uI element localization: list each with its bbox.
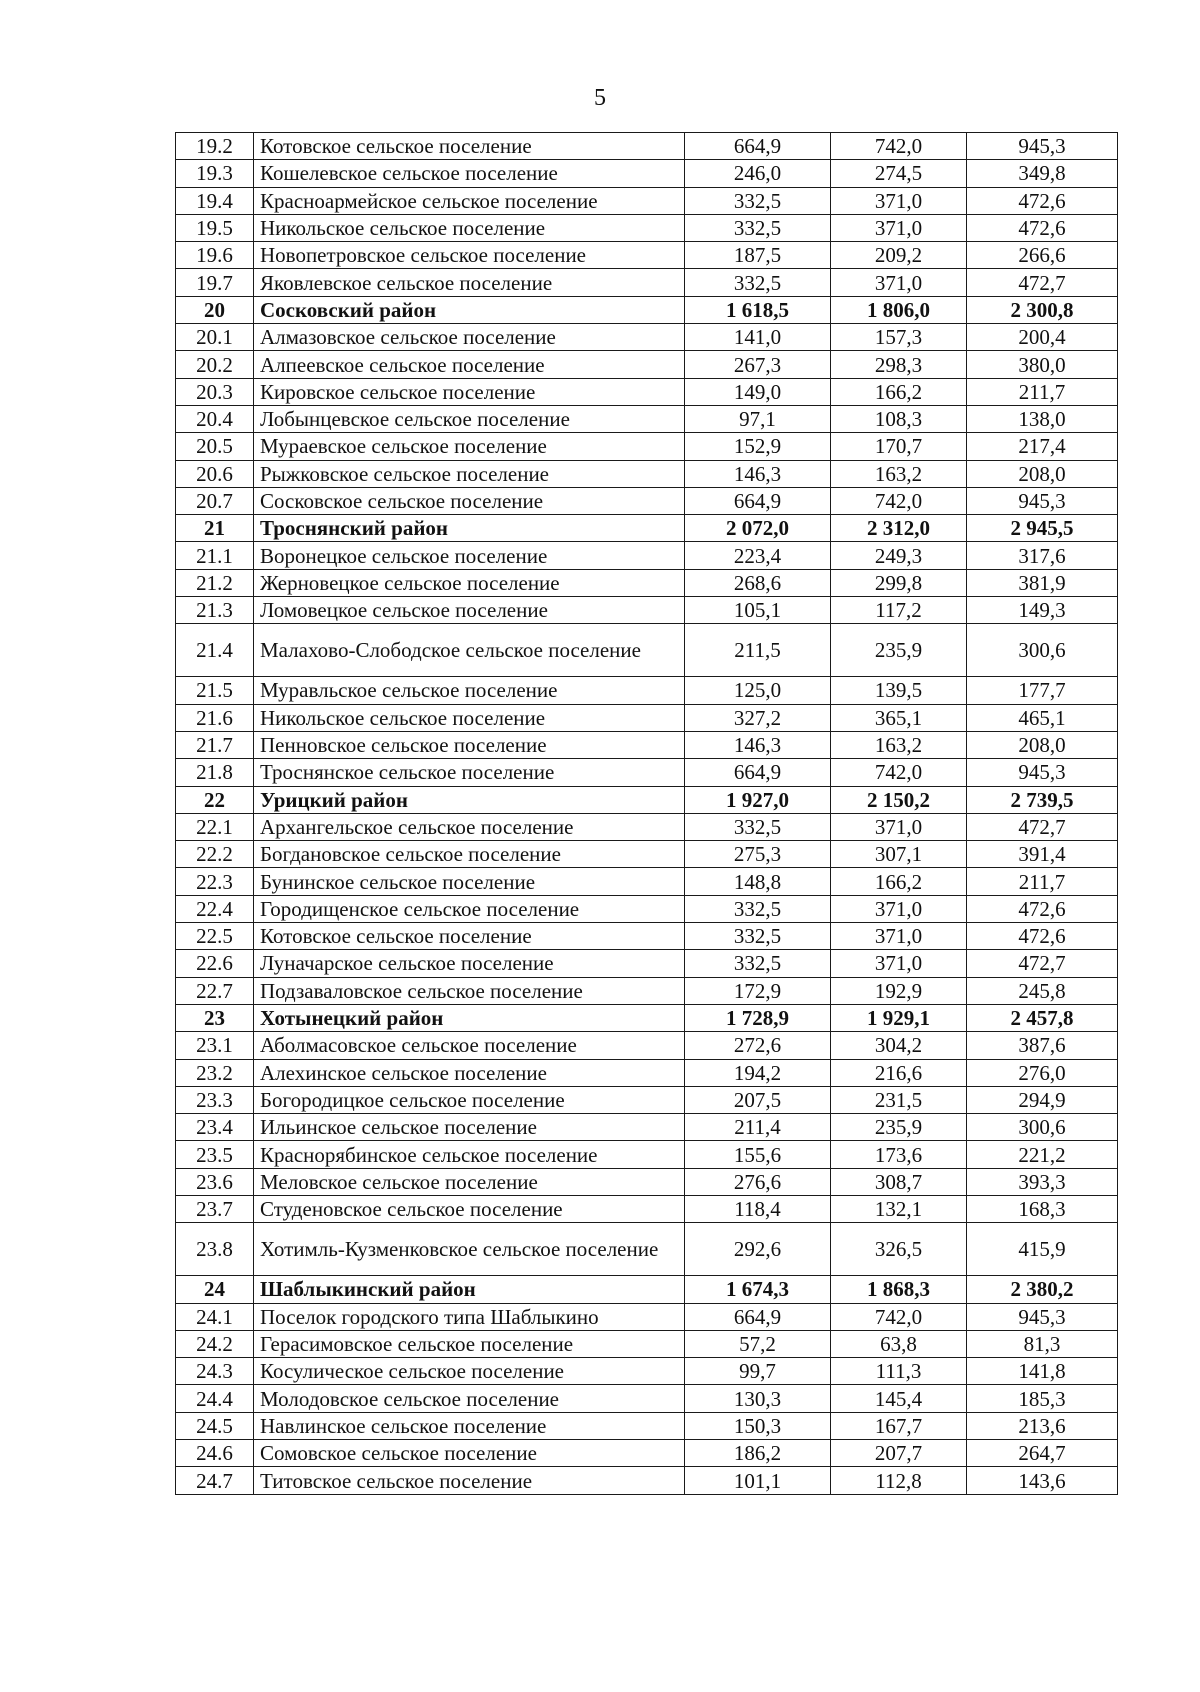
row-number-cell: 21.1 xyxy=(176,542,254,569)
row-number-cell: 24.3 xyxy=(176,1358,254,1385)
table-row xyxy=(176,460,1118,487)
row-number-cell: 22.4 xyxy=(176,895,254,922)
value-3-cell: 945,3 xyxy=(967,1303,1118,1330)
value-1-cell: 246,0 xyxy=(685,160,831,187)
value-3-cell: 387,6 xyxy=(967,1032,1118,1059)
value-2-cell: 132,1 xyxy=(831,1195,967,1222)
value-2-cell: 163,2 xyxy=(831,731,967,758)
table-row xyxy=(176,1223,1118,1276)
table-row xyxy=(176,269,1118,296)
row-number-cell: 22.5 xyxy=(176,923,254,950)
table-row xyxy=(176,923,1118,950)
value-3-cell: 211,7 xyxy=(967,868,1118,895)
value-3-cell: 391,4 xyxy=(967,841,1118,868)
value-1-cell: 150,3 xyxy=(685,1412,831,1439)
settlement-name-cell: Яковлевское сельское поселение xyxy=(254,269,685,296)
value-2-cell: 371,0 xyxy=(831,214,967,241)
value-1-cell: 57,2 xyxy=(685,1330,831,1357)
value-3-cell: 138,0 xyxy=(967,405,1118,432)
row-number-cell: 23.1 xyxy=(176,1032,254,1059)
value-3-cell: 185,3 xyxy=(967,1385,1118,1412)
value-3-cell: 208,0 xyxy=(967,731,1118,758)
table-row xyxy=(176,624,1118,677)
settlement-name-cell: Воронецкое сельское поселение xyxy=(254,542,685,569)
settlement-name-cell: Муравльское сельское поселение xyxy=(254,677,685,704)
value-2-cell: 170,7 xyxy=(831,433,967,460)
value-1-cell: 332,5 xyxy=(685,269,831,296)
row-number-cell: 23.7 xyxy=(176,1195,254,1222)
settlement-name-cell: Навлинское сельское поселение xyxy=(254,1412,685,1439)
settlement-name-cell: Студеновское сельское поселение xyxy=(254,1195,685,1222)
value-1-cell: 664,9 xyxy=(685,133,831,160)
value-1-cell: 99,7 xyxy=(685,1358,831,1385)
row-number-cell: 24.2 xyxy=(176,1330,254,1357)
value-2-cell: 235,9 xyxy=(831,1114,967,1141)
row-number-cell: 19.6 xyxy=(176,242,254,269)
value-3-cell: 415,9 xyxy=(967,1223,1118,1276)
table-row xyxy=(176,759,1118,786)
value-3-cell: 2 300,8 xyxy=(967,296,1118,323)
settlement-name-cell: Меловское сельское поселение xyxy=(254,1168,685,1195)
settlement-name-cell: Ломовецкое сельское поселение xyxy=(254,597,685,624)
settlement-name-cell: Подзаваловское сельское поселение xyxy=(254,977,685,1004)
value-2-cell: 742,0 xyxy=(831,487,967,514)
value-3-cell: 472,7 xyxy=(967,950,1118,977)
settlement-name-cell: Богдановское сельское поселение xyxy=(254,841,685,868)
settlement-name-cell: Алмазовское сельское поселение xyxy=(254,324,685,351)
value-1-cell: 332,5 xyxy=(685,923,831,950)
table-row xyxy=(176,1467,1118,1494)
settlement-name-cell: Городищенское сельское поселение xyxy=(254,895,685,922)
table-row xyxy=(176,1303,1118,1330)
value-3-cell: 208,0 xyxy=(967,460,1118,487)
value-3-cell: 465,1 xyxy=(967,704,1118,731)
value-2-cell: 166,2 xyxy=(831,378,967,405)
table-row xyxy=(176,1195,1118,1222)
value-3-cell: 217,4 xyxy=(967,433,1118,460)
settlement-name-cell: Бунинское сельское поселение xyxy=(254,868,685,895)
row-number-cell: 20.6 xyxy=(176,460,254,487)
settlement-name-cell: Никольское сельское поселение xyxy=(254,214,685,241)
table-row xyxy=(176,977,1118,1004)
value-1-cell: 141,0 xyxy=(685,324,831,351)
value-2-cell: 145,4 xyxy=(831,1385,967,1412)
value-1-cell: 207,5 xyxy=(685,1086,831,1113)
row-number-cell: 20.2 xyxy=(176,351,254,378)
value-3-cell: 472,7 xyxy=(967,269,1118,296)
value-1-cell: 130,3 xyxy=(685,1385,831,1412)
value-3-cell: 264,7 xyxy=(967,1440,1118,1467)
value-3-cell: 472,6 xyxy=(967,923,1118,950)
row-number-cell: 24.4 xyxy=(176,1385,254,1412)
table-row xyxy=(176,895,1118,922)
value-2-cell: 371,0 xyxy=(831,813,967,840)
table-row xyxy=(176,841,1118,868)
row-number-cell: 21.4 xyxy=(176,624,254,677)
value-2-cell: 192,9 xyxy=(831,977,967,1004)
value-3-cell: 945,3 xyxy=(967,133,1118,160)
row-number-cell: 21.8 xyxy=(176,759,254,786)
value-2-cell: 112,8 xyxy=(831,1467,967,1494)
value-2-cell: 235,9 xyxy=(831,624,967,677)
value-2-cell: 1 929,1 xyxy=(831,1004,967,1031)
value-1-cell: 1 728,9 xyxy=(685,1004,831,1031)
value-2-cell: 742,0 xyxy=(831,133,967,160)
table-row xyxy=(176,1168,1118,1195)
value-2-cell: 207,7 xyxy=(831,1440,967,1467)
row-number-cell: 22.2 xyxy=(176,841,254,868)
table-row xyxy=(176,1385,1118,1412)
value-2-cell: 326,5 xyxy=(831,1223,967,1276)
value-1-cell: 172,9 xyxy=(685,977,831,1004)
table-row xyxy=(176,1032,1118,1059)
settlement-name-cell: Алехинское сельское поселение xyxy=(254,1059,685,1086)
settlement-name-cell: Луначарское сельское поселение xyxy=(254,950,685,977)
district-row xyxy=(176,1276,1118,1303)
value-3-cell: 141,8 xyxy=(967,1358,1118,1385)
value-3-cell: 2 739,5 xyxy=(967,786,1118,813)
settlement-name-cell: Титовское сельское поселение xyxy=(254,1467,685,1494)
row-number-cell: 21.2 xyxy=(176,569,254,596)
value-3-cell: 380,0 xyxy=(967,351,1118,378)
table-body xyxy=(176,133,1118,1495)
value-2-cell: 117,2 xyxy=(831,597,967,624)
value-2-cell: 163,2 xyxy=(831,460,967,487)
value-1-cell: 118,4 xyxy=(685,1195,831,1222)
value-2-cell: 308,7 xyxy=(831,1168,967,1195)
value-2-cell: 2 150,2 xyxy=(831,786,967,813)
row-number-cell: 22 xyxy=(176,786,254,813)
value-3-cell: 211,7 xyxy=(967,378,1118,405)
row-number-cell: 20.3 xyxy=(176,378,254,405)
value-1-cell: 97,1 xyxy=(685,405,831,432)
settlement-name-cell: Котовское сельское поселение xyxy=(254,133,685,160)
table-row xyxy=(176,813,1118,840)
table-row xyxy=(176,950,1118,977)
value-1-cell: 146,3 xyxy=(685,731,831,758)
value-2-cell: 304,2 xyxy=(831,1032,967,1059)
value-1-cell: 664,9 xyxy=(685,487,831,514)
value-1-cell: 664,9 xyxy=(685,759,831,786)
district-row xyxy=(176,1004,1118,1031)
value-3-cell: 149,3 xyxy=(967,597,1118,624)
value-2-cell: 167,7 xyxy=(831,1412,967,1439)
value-1-cell: 267,3 xyxy=(685,351,831,378)
table-row xyxy=(176,324,1118,351)
settlement-name-cell: Ильинское сельское поселение xyxy=(254,1114,685,1141)
value-2-cell: 307,1 xyxy=(831,841,967,868)
value-3-cell: 349,8 xyxy=(967,160,1118,187)
settlement-name-cell: Косулическое сельское поселение xyxy=(254,1358,685,1385)
settlement-name-cell: Троснянское сельское поселение xyxy=(254,759,685,786)
row-number-cell: 23.4 xyxy=(176,1114,254,1141)
table-row xyxy=(176,187,1118,214)
value-1-cell: 332,5 xyxy=(685,813,831,840)
value-2-cell: 371,0 xyxy=(831,269,967,296)
settlement-name-cell: Никольское сельское поселение xyxy=(254,704,685,731)
row-number-cell: 24.7 xyxy=(176,1467,254,1494)
value-1-cell: 101,1 xyxy=(685,1467,831,1494)
table-row xyxy=(176,405,1118,432)
table-row xyxy=(176,542,1118,569)
value-3-cell: 472,6 xyxy=(967,187,1118,214)
row-number-cell: 24 xyxy=(176,1276,254,1303)
value-1-cell: 332,5 xyxy=(685,187,831,214)
value-3-cell: 213,6 xyxy=(967,1412,1118,1439)
row-number-cell: 19.3 xyxy=(176,160,254,187)
row-number-cell: 20.1 xyxy=(176,324,254,351)
value-1-cell: 327,2 xyxy=(685,704,831,731)
table-row xyxy=(176,569,1118,596)
value-1-cell: 152,9 xyxy=(685,433,831,460)
value-2-cell: 216,6 xyxy=(831,1059,967,1086)
settlement-name-cell: Лобынцевское сельское поселение xyxy=(254,405,685,432)
value-1-cell: 1 618,5 xyxy=(685,296,831,323)
settlement-name-cell: Поселок городского типа Шаблыкино xyxy=(254,1303,685,1330)
row-number-cell: 19.7 xyxy=(176,269,254,296)
table-row xyxy=(176,1114,1118,1141)
table-row xyxy=(176,1358,1118,1385)
value-2-cell: 63,8 xyxy=(831,1330,967,1357)
value-1-cell: 332,5 xyxy=(685,950,831,977)
value-3-cell: 2 945,5 xyxy=(967,515,1118,542)
settlement-name-cell: Алпеевское сельское поселение xyxy=(254,351,685,378)
page-number: 5 xyxy=(594,85,606,111)
table-row xyxy=(176,433,1118,460)
settlement-name-cell: Рыжковское сельское поселение xyxy=(254,460,685,487)
value-3-cell: 200,4 xyxy=(967,324,1118,351)
settlement-name-cell: Шаблыкинский район xyxy=(254,1276,685,1303)
table-row xyxy=(176,597,1118,624)
value-3-cell: 245,8 xyxy=(967,977,1118,1004)
table-row xyxy=(176,1059,1118,1086)
table-row xyxy=(176,677,1118,704)
value-3-cell: 143,6 xyxy=(967,1467,1118,1494)
row-number-cell: 23.3 xyxy=(176,1086,254,1113)
value-3-cell: 317,6 xyxy=(967,542,1118,569)
row-number-cell: 21.3 xyxy=(176,597,254,624)
value-3-cell: 381,9 xyxy=(967,569,1118,596)
table-row xyxy=(176,1440,1118,1467)
settlement-name-cell: Малахово-Слободское сельское поселение xyxy=(254,624,685,677)
value-2-cell: 371,0 xyxy=(831,187,967,214)
settlement-name-cell: Сосковский район xyxy=(254,296,685,323)
district-row xyxy=(176,515,1118,542)
row-number-cell: 19.5 xyxy=(176,214,254,241)
settlement-name-cell: Кошелевское сельское поселение xyxy=(254,160,685,187)
value-1-cell: 186,2 xyxy=(685,1440,831,1467)
value-1-cell: 187,5 xyxy=(685,242,831,269)
value-3-cell: 472,6 xyxy=(967,895,1118,922)
value-2-cell: 371,0 xyxy=(831,950,967,977)
row-number-cell: 21.7 xyxy=(176,731,254,758)
value-3-cell: 945,3 xyxy=(967,487,1118,514)
row-number-cell: 22.7 xyxy=(176,977,254,1004)
value-2-cell: 139,5 xyxy=(831,677,967,704)
value-3-cell: 300,6 xyxy=(967,1114,1118,1141)
row-number-cell: 20.4 xyxy=(176,405,254,432)
value-3-cell: 472,6 xyxy=(967,214,1118,241)
settlement-name-cell: Хотимль-Кузменковское сельское поселение xyxy=(254,1223,685,1276)
row-number-cell: 22.3 xyxy=(176,868,254,895)
table-row xyxy=(176,704,1118,731)
settlement-name-cell: Аболмасовское сельское поселение xyxy=(254,1032,685,1059)
row-number-cell: 20.7 xyxy=(176,487,254,514)
value-2-cell: 1 806,0 xyxy=(831,296,967,323)
settlement-name-cell: Урицкий район xyxy=(254,786,685,813)
value-2-cell: 299,8 xyxy=(831,569,967,596)
settlement-name-cell: Мураевское сельское поселение xyxy=(254,433,685,460)
table-row xyxy=(176,378,1118,405)
value-2-cell: 209,2 xyxy=(831,242,967,269)
row-number-cell: 23.2 xyxy=(176,1059,254,1086)
table-row xyxy=(176,351,1118,378)
value-1-cell: 155,6 xyxy=(685,1141,831,1168)
value-2-cell: 111,3 xyxy=(831,1358,967,1385)
value-3-cell: 221,2 xyxy=(967,1141,1118,1168)
settlement-name-cell: Богородицкое сельское поселение xyxy=(254,1086,685,1113)
value-2-cell: 742,0 xyxy=(831,1303,967,1330)
value-1-cell: 211,4 xyxy=(685,1114,831,1141)
value-1-cell: 223,4 xyxy=(685,542,831,569)
settlement-name-cell: Котовское сельское поселение xyxy=(254,923,685,950)
row-number-cell: 21.6 xyxy=(176,704,254,731)
value-3-cell: 2 380,2 xyxy=(967,1276,1118,1303)
value-1-cell: 1 927,0 xyxy=(685,786,831,813)
row-number-cell: 21 xyxy=(176,515,254,542)
value-1-cell: 292,6 xyxy=(685,1223,831,1276)
settlement-name-cell: Жерновецкое сельское поселение xyxy=(254,569,685,596)
settlement-name-cell: Герасимовское сельское поселение xyxy=(254,1330,685,1357)
value-2-cell: 231,5 xyxy=(831,1086,967,1113)
value-2-cell: 371,0 xyxy=(831,923,967,950)
value-1-cell: 276,6 xyxy=(685,1168,831,1195)
settlement-name-cell: Сосковское сельское поселение xyxy=(254,487,685,514)
row-number-cell: 20 xyxy=(176,296,254,323)
value-2-cell: 249,3 xyxy=(831,542,967,569)
value-1-cell: 272,6 xyxy=(685,1032,831,1059)
value-3-cell: 276,0 xyxy=(967,1059,1118,1086)
settlement-name-cell: Хотынецкий район xyxy=(254,1004,685,1031)
settlement-name-cell: Кировское сельское поселение xyxy=(254,378,685,405)
row-number-cell: 23 xyxy=(176,1004,254,1031)
row-number-cell: 19.4 xyxy=(176,187,254,214)
value-2-cell: 298,3 xyxy=(831,351,967,378)
value-1-cell: 275,3 xyxy=(685,841,831,868)
value-1-cell: 332,5 xyxy=(685,895,831,922)
row-number-cell: 24.5 xyxy=(176,1412,254,1439)
row-number-cell: 23.8 xyxy=(176,1223,254,1276)
value-3-cell: 472,7 xyxy=(967,813,1118,840)
value-3-cell: 294,9 xyxy=(967,1086,1118,1113)
value-3-cell: 266,6 xyxy=(967,242,1118,269)
row-number-cell: 24.1 xyxy=(176,1303,254,1330)
allocation-table xyxy=(175,132,1118,1495)
table-row xyxy=(176,1086,1118,1113)
value-1-cell: 146,3 xyxy=(685,460,831,487)
row-number-cell: 19.2 xyxy=(176,133,254,160)
table-row xyxy=(176,731,1118,758)
settlement-name-cell: Красноармейское сельское поселение xyxy=(254,187,685,214)
table-row xyxy=(176,1141,1118,1168)
settlement-name-cell: Новопетровское сельское поселение xyxy=(254,242,685,269)
row-number-cell: 22.1 xyxy=(176,813,254,840)
value-2-cell: 274,5 xyxy=(831,160,967,187)
settlement-name-cell: Краснорябинское сельское поселение xyxy=(254,1141,685,1168)
value-2-cell: 166,2 xyxy=(831,868,967,895)
settlement-name-cell: Пенновское сельское поселение xyxy=(254,731,685,758)
value-2-cell: 742,0 xyxy=(831,759,967,786)
row-number-cell: 22.6 xyxy=(176,950,254,977)
table-row xyxy=(176,133,1118,160)
value-3-cell: 300,6 xyxy=(967,624,1118,677)
row-number-cell: 23.6 xyxy=(176,1168,254,1195)
value-3-cell: 81,3 xyxy=(967,1330,1118,1357)
value-3-cell: 945,3 xyxy=(967,759,1118,786)
value-1-cell: 105,1 xyxy=(685,597,831,624)
district-row xyxy=(176,786,1118,813)
table-row xyxy=(176,242,1118,269)
value-2-cell: 365,1 xyxy=(831,704,967,731)
value-2-cell: 371,0 xyxy=(831,895,967,922)
value-1-cell: 148,8 xyxy=(685,868,831,895)
value-2-cell: 157,3 xyxy=(831,324,967,351)
value-2-cell: 108,3 xyxy=(831,405,967,432)
value-1-cell: 194,2 xyxy=(685,1059,831,1086)
table-row xyxy=(176,487,1118,514)
value-1-cell: 2 072,0 xyxy=(685,515,831,542)
settlement-name-cell: Сомовское сельское поселение xyxy=(254,1440,685,1467)
value-2-cell: 173,6 xyxy=(831,1141,967,1168)
district-row xyxy=(176,296,1118,323)
row-number-cell: 20.5 xyxy=(176,433,254,460)
row-number-cell: 21.5 xyxy=(176,677,254,704)
value-1-cell: 332,5 xyxy=(685,214,831,241)
value-3-cell: 2 457,8 xyxy=(967,1004,1118,1031)
value-1-cell: 211,5 xyxy=(685,624,831,677)
table-row xyxy=(176,214,1118,241)
row-number-cell: 24.6 xyxy=(176,1440,254,1467)
settlement-name-cell: Архангельское сельское поселение xyxy=(254,813,685,840)
table-row xyxy=(176,868,1118,895)
row-number-cell: 23.5 xyxy=(176,1141,254,1168)
settlement-name-cell: Троснянский район xyxy=(254,515,685,542)
value-1-cell: 149,0 xyxy=(685,378,831,405)
value-1-cell: 125,0 xyxy=(685,677,831,704)
value-3-cell: 177,7 xyxy=(967,677,1118,704)
value-2-cell: 2 312,0 xyxy=(831,515,967,542)
table-row xyxy=(176,1412,1118,1439)
value-3-cell: 393,3 xyxy=(967,1168,1118,1195)
table-row xyxy=(176,1330,1118,1357)
value-1-cell: 664,9 xyxy=(685,1303,831,1330)
settlement-name-cell: Молодовское сельское поселение xyxy=(254,1385,685,1412)
value-1-cell: 1 674,3 xyxy=(685,1276,831,1303)
table-row xyxy=(176,160,1118,187)
value-3-cell: 168,3 xyxy=(967,1195,1118,1222)
value-2-cell: 1 868,3 xyxy=(831,1276,967,1303)
value-1-cell: 268,6 xyxy=(685,569,831,596)
